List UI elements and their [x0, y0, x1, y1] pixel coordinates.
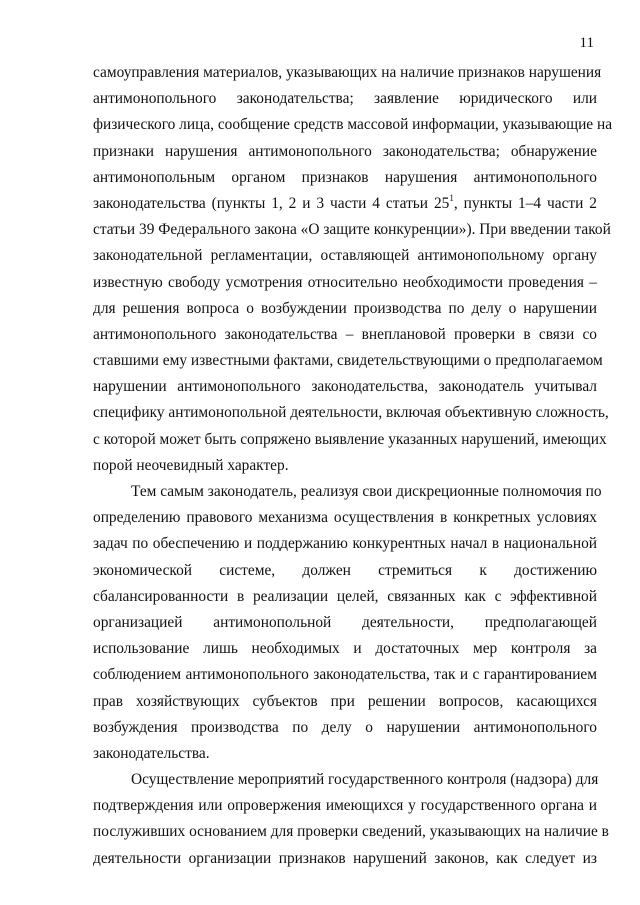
text-line: статьи 39 Федерального закона «О защите конкуренции»). При введении такой	[93, 221, 611, 239]
text-line: послуживших основанием для проверки сведений, указывающих на наличие в	[93, 823, 609, 841]
text-line: организацией антимонопольной деятельности, предполагающей	[93, 613, 597, 631]
paragraph-1	[93, 60, 613, 479]
text-line: самоуправления материалов, указывающих на наличие признаков нарушения	[93, 64, 602, 81]
text-line: прав хозяйствующих субъектов при решении вопросов, касающихся	[93, 692, 597, 710]
text-line: Тем самым законодатель, реализуя свои дискреционные полномочия по	[131, 483, 602, 500]
text-line: нарушении антимонопольного законодательства, законодатель учитывал	[93, 378, 597, 396]
text-line: сбалансированности в реализации целей, связанных как с эффективной	[93, 587, 597, 605]
text-fragment: , пункты 1–4 части 2	[453, 194, 597, 212]
text-line: задач по обеспечению и поддержанию конкурентных начал в национальной	[93, 535, 597, 553]
text-line: законодательства.	[93, 744, 210, 762]
text-line: ставшими ему известными фактами, свидетельствующими о предполагаемом	[93, 352, 603, 370]
text-line: соблюдением антимонопольного законодательства, так и с гарантированием	[93, 666, 597, 684]
text-line: определению правового механизма осуществления в конкретных условиях	[93, 509, 597, 527]
paragraph-3	[93, 767, 609, 872]
text-line: использование лишь необходимых и достаточных мер контроля за	[93, 640, 597, 658]
text-line: для решения вопроса о возбуждении производства по делу о нарушении	[93, 299, 597, 317]
text-line: подтверждения или опровержения имеющихся у государственного органа и	[93, 797, 597, 815]
text-line: деятельности организации признаков нарушений законов, как следует из	[93, 849, 597, 867]
text-line: возбуждения производства по делу о нарушении антимонопольного	[93, 718, 597, 736]
text-line: антимонопольного законодательства – внеплановой проверки в связи со	[93, 325, 597, 343]
page-number: 11	[579, 35, 594, 51]
text-line: порой неочевидный характер.	[93, 456, 289, 474]
body-text	[93, 60, 613, 872]
text-fragment: законодательства (пункты 1, 2 и 3 части 4 статьи 25	[93, 194, 450, 212]
paragraph-2	[93, 479, 602, 767]
text-line: с которой может быть сопряжено выявление указанных нарушений, имеющих	[93, 430, 607, 448]
text-line: специфику антимонопольной деятельности, включая объективную сложность,	[93, 404, 609, 422]
text-line-with-footnote	[93, 191, 597, 217]
text-line: экономической системе, должен стремиться к достижению	[93, 561, 597, 579]
text-line: антимонопольным органом признаков нарушения антимонопольного	[93, 168, 597, 186]
text-line: известную свободу усмотрения относительно необходимости проведения –	[93, 273, 597, 291]
text-line: законодательной регламентации, оставляющей антимонопольному органу	[93, 247, 597, 265]
text-line: признаки нарушения антимонопольного законодательства; обнаружение	[93, 142, 597, 160]
superscript-number: 1	[449, 192, 454, 203]
text-line: физического лица, сообщение средств массовой информации, указывающие на	[93, 116, 613, 134]
text-line: антимонопольного законодательства; заявление юридического или	[93, 90, 597, 108]
text-line: Осуществление мероприятий государственного контроля (надзора) для	[131, 771, 599, 789]
